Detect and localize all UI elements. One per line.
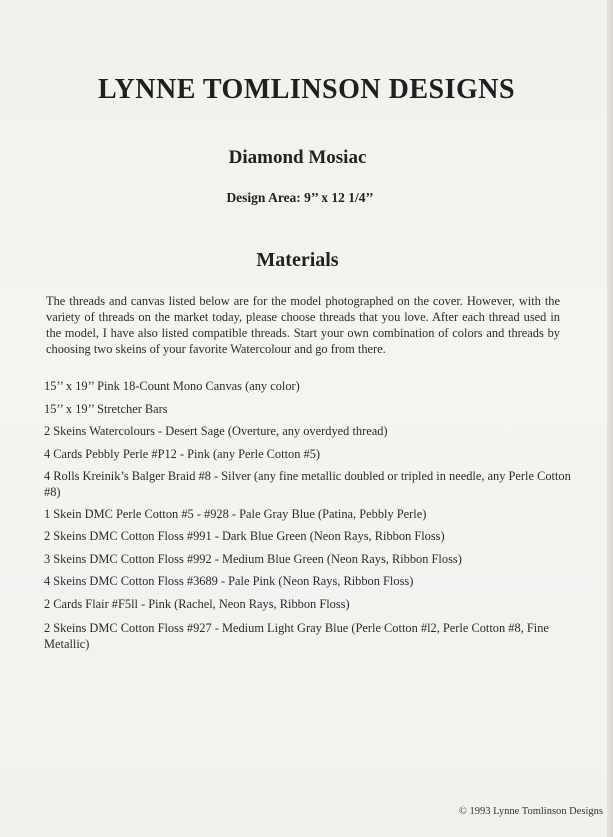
paper-edge (607, 0, 613, 837)
list-item: 2 Skeins Watercolours - Desert Sage (Overture, any overdyed thread) (44, 424, 388, 438)
list-item: 3 Skeins DMC Cotton Floss #992 - Medium Blue Green (Neon Rays, Ribbon Floss) (44, 552, 462, 566)
materials-heading: Materials (256, 249, 339, 271)
list-item: 1 Skein DMC Perle Cotton #5 - #928 - Pale Gray Blue (Patina, Pebbly Perle) (44, 507, 427, 521)
design-name: Diamond Mosiac (228, 147, 367, 168)
list-item: 4 Cards Pebbly Perle #P12 - Pink (any Perle Cotton #5) (44, 447, 321, 461)
brand-title: LYNNE TOMLINSON DESIGNS (97, 74, 516, 105)
materials-intro: The threads and canvas listed below are for the model photographed on the cover. However, with the variety of threads on the market today, please choose threads that you love. After each thread used in the model, I have also listed compatible threads. Start your own combination of colors and threads by choosing two skeins of your favorite Watercolour and go from there. (46, 294, 560, 356)
list-item: 15’’ x 19’’ Stretcher Bars (44, 402, 168, 416)
list-item: 15’’ x 19’’ Pink 18-Count Mono Canvas (any color) (44, 379, 300, 393)
list-item: 4 Rolls Kreinik’s Balger Braid #8 - Silver (any fine metallic doubled or tripled in needle, any Perle Cotton #8) (44, 469, 571, 499)
design-area: Design Area: 9’’ x 12 1/4’’ (226, 190, 374, 205)
list-item: 2 Skeins DMC Cotton Floss #927 - Medium Light Gray Blue (Perle Cotton #l2, Perle Cotton #8, Fine Metallic) (44, 621, 549, 651)
list-item: 2 Cards Flair #F5ll - Pink (Rachel, Neon Rays, Ribbon Floss) (44, 597, 350, 611)
list-item: 4 Skeins DMC Cotton Floss #3689 - Pale Pink (Neon Rays, Ribbon Floss) (44, 574, 414, 588)
list-item: 2 Skeins DMC Cotton Floss #991 - Dark Blue Green (Neon Rays, Ribbon Floss) (44, 529, 445, 543)
copyright-footer: © 1993 Lynne Tomlinson Designs (458, 806, 603, 817)
